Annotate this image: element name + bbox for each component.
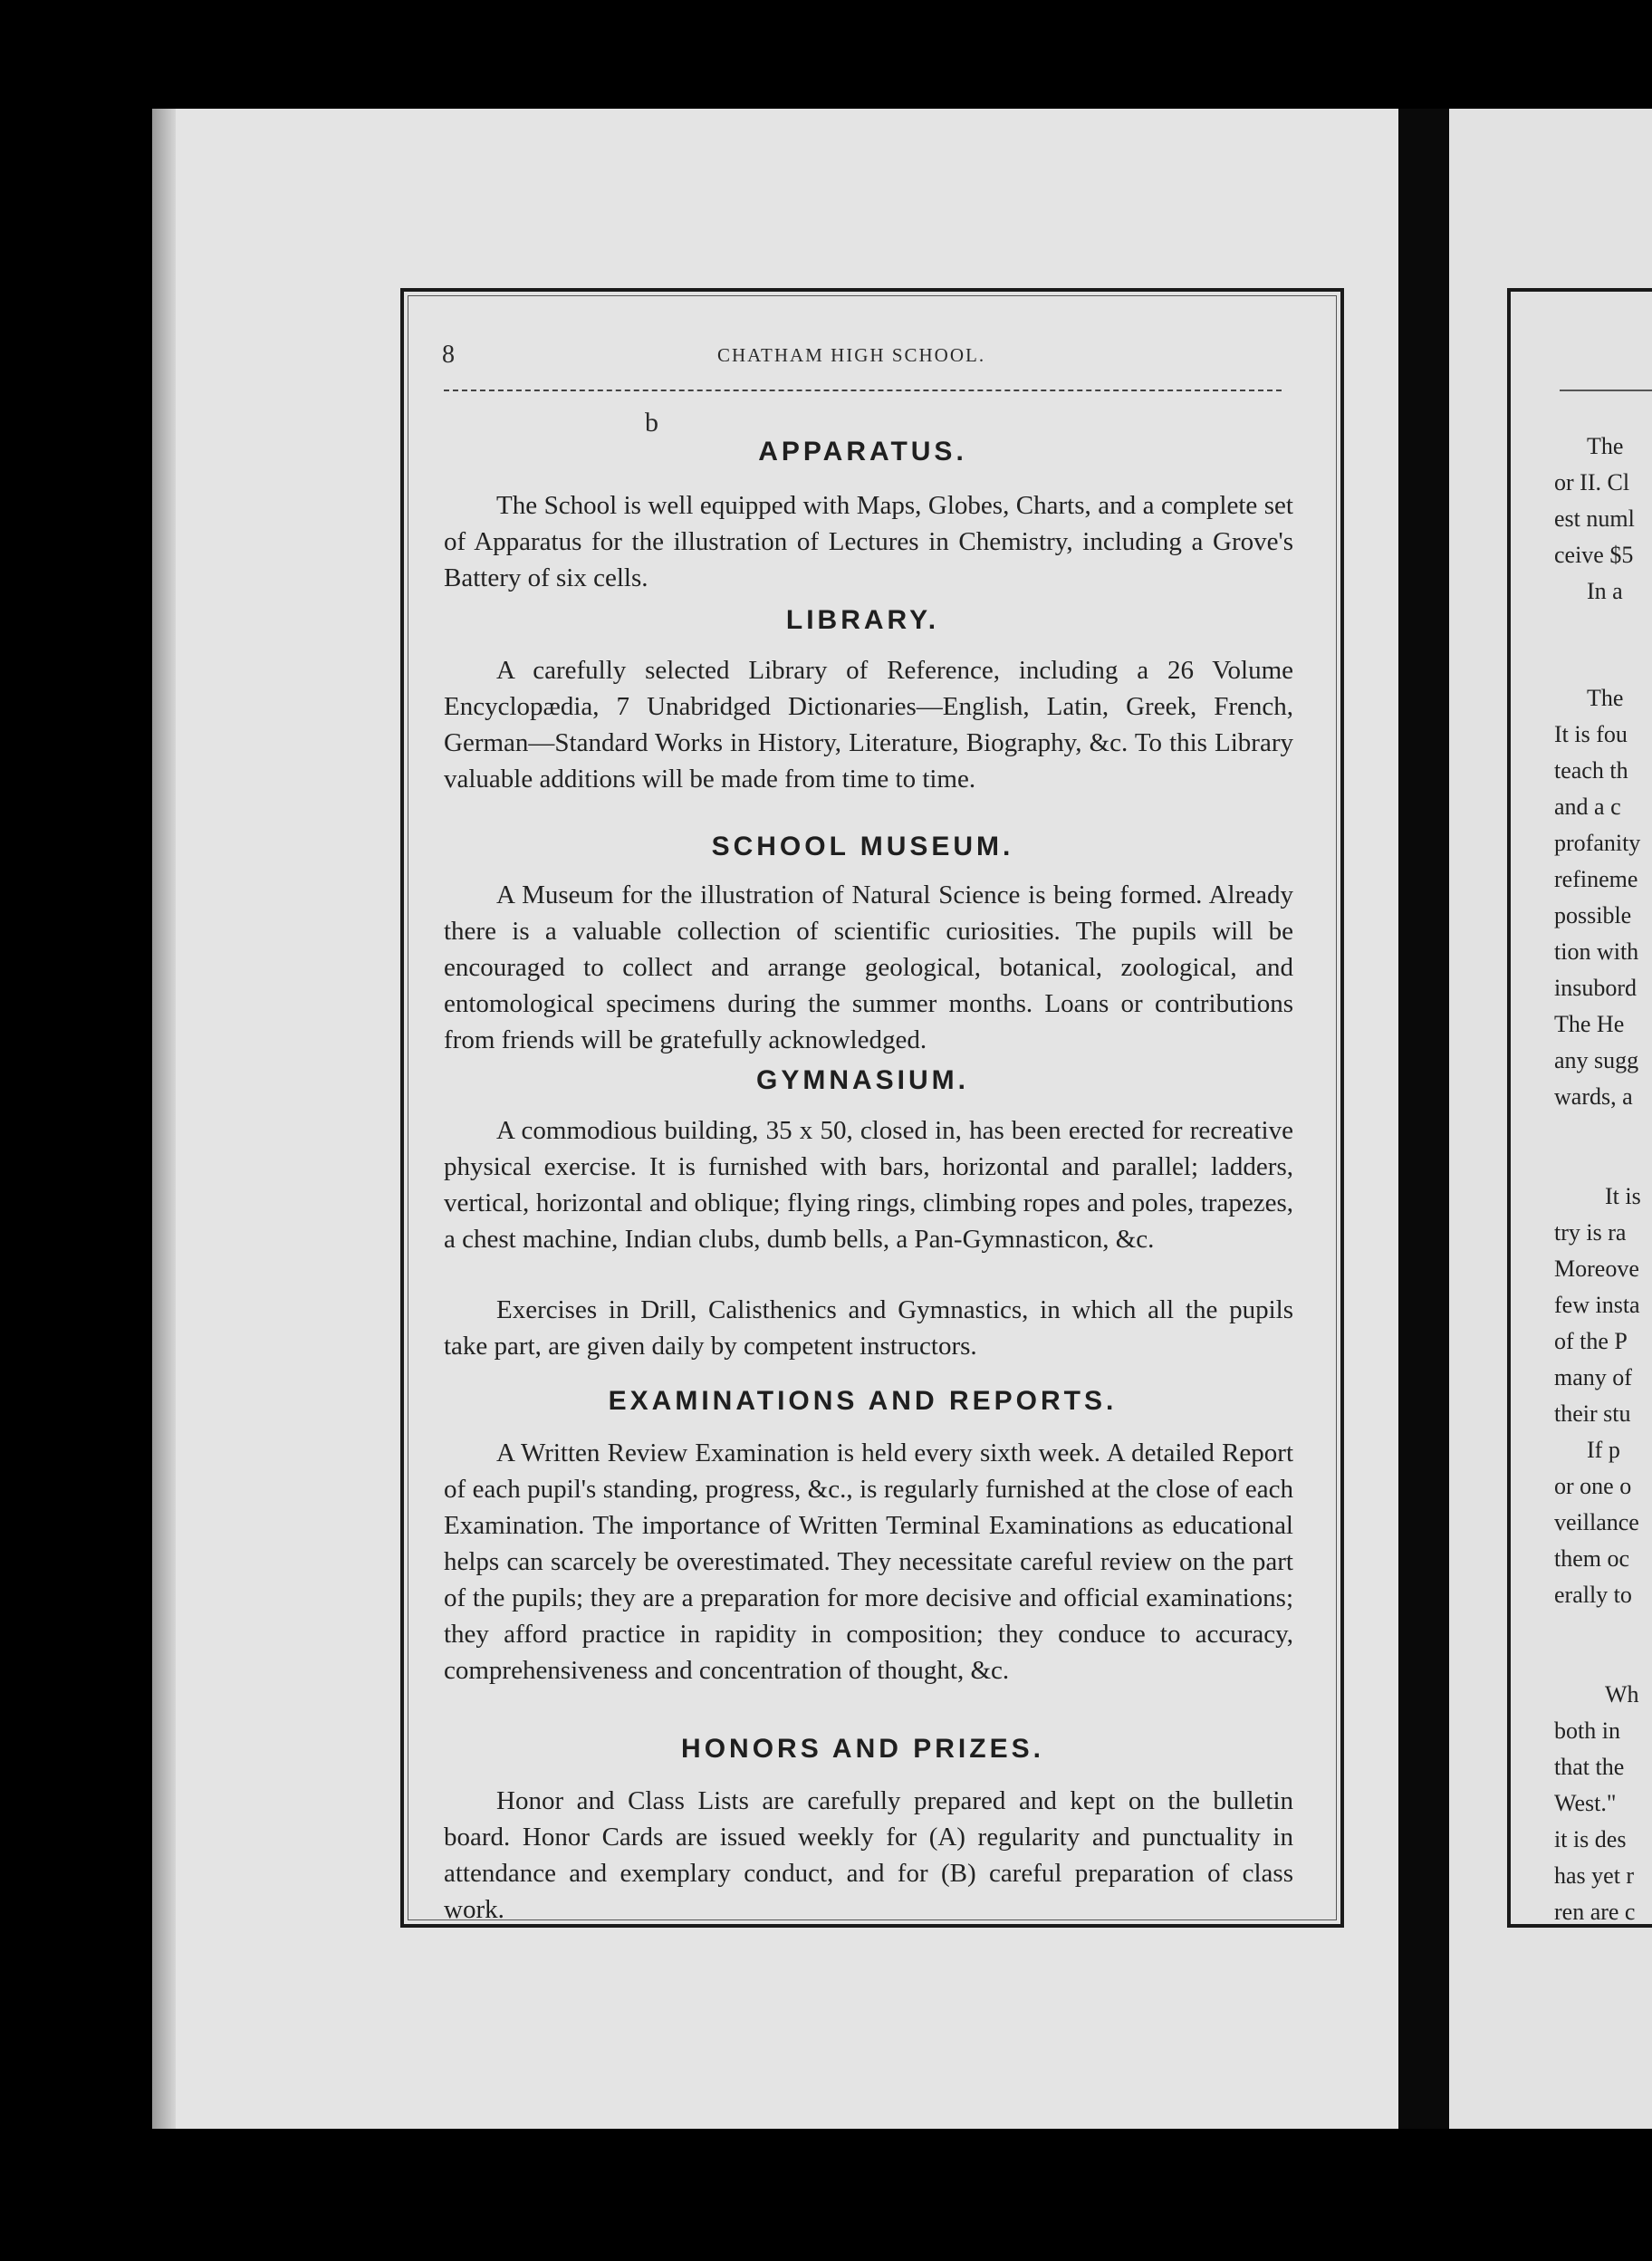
section-title-examinations-and-reports: EXAMINATIONS AND REPORTS. xyxy=(608,1386,1118,1416)
paragraph-school-museum: A Museum for the illustration of Natural Science is being formed. Already there is a valuable collection of scientific curiosities. The pupils will be encouraged to collect and arrange geological, botanical, zoological, and entomological specimens during the summer months. Loans or contributions from friends will be gratefully acknowledged. xyxy=(444,880,1293,1054)
right-page-fragment: them oc xyxy=(1554,1545,1630,1572)
right-page-fragment: The xyxy=(1587,685,1624,711)
paragraph-honors: Honor and Class Lists are carefully prepared and kept on the bulletin board. Honor Cards are issued weekly for (A) regularity and punctuality in attendance and exemplary conduct, and for (B) careful preparation of class work. xyxy=(444,1786,1293,1924)
paragraph-examinations: A Written Review Examination is held every sixth week. A detailed Report of each pupil's standing, progress, &c., is regularly furnished at the close of each Examination. The importance of Written Terminal Examinations as educational helps can scarcely be overestimated. They necessitate careful review on the part of the pupils; they are a preparation for more decisive and official examinations; they afford practice in rapidity in composition; they conduce to accuracy, comprehensiveness and concentration of thought, &c. xyxy=(444,1438,1293,1685)
section-title-school-museum: SCHOOL MUSEUM. xyxy=(711,832,1014,861)
right-page-fragment: teach th xyxy=(1554,757,1628,784)
header-rule xyxy=(444,390,1282,393)
right-page-fragment: it is des xyxy=(1554,1826,1627,1852)
section-title-library: LIBRARY. xyxy=(785,605,940,635)
right-page-fragment: any sugg xyxy=(1554,1047,1639,1073)
right-page-fragment: insubord xyxy=(1554,975,1637,1001)
right-page-fragment: has yet r xyxy=(1554,1862,1635,1889)
section-title-honors-and-prizes: HONORS AND PRIZES. xyxy=(681,1734,1044,1764)
right-page-fragment: erally to xyxy=(1554,1582,1632,1608)
right-page-fragment: The He xyxy=(1554,1011,1625,1037)
right-page-fragment: and a c xyxy=(1554,794,1621,820)
paragraph-gymnasium-2: Exercises in Drill, Calisthenics and Gymnastics, in which all the pupils take part, are given daily by competent instructors. xyxy=(444,1295,1293,1361)
right-page-fragment: of the P xyxy=(1554,1328,1628,1354)
book-gutter xyxy=(1398,109,1449,2129)
right-page-fragment: West." xyxy=(1554,1790,1617,1816)
paragraph-library: A carefully selected Library of Reference, including a 26 Volume Encyclopædia, 7 Unabridged Dictionaries—English, Latin, Greek, French, German—Standard Works in History, Literature, Biography, &c. To this Library valuable additions will be made from time to time. xyxy=(444,656,1293,794)
right-page-fragment: It is fou xyxy=(1554,721,1628,747)
right-page-fragment: veillance xyxy=(1554,1509,1639,1535)
right-page-fragment: In a xyxy=(1587,578,1623,604)
right-page-fragment: both in xyxy=(1554,1717,1620,1744)
right-page-fragment: Moreove xyxy=(1554,1256,1639,1282)
right-page-fragment: many of xyxy=(1554,1364,1632,1390)
section-title-apparatus: APPARATUS. xyxy=(758,437,967,467)
right-page-fragment: profanity xyxy=(1554,830,1641,856)
right-page-fragment: It is xyxy=(1605,1183,1641,1209)
right-page-fragment: ceive $5 xyxy=(1554,542,1634,568)
right-page-fragment: or one o xyxy=(1554,1473,1632,1499)
page-number: 8 xyxy=(442,341,455,369)
right-page-header-rule xyxy=(1560,390,1652,391)
right-page-fragment: wards, a xyxy=(1554,1083,1633,1110)
right-page-fragment: that the xyxy=(1554,1754,1625,1780)
right-page-fragment: their stu xyxy=(1554,1400,1631,1427)
page-spine-shadow xyxy=(152,109,176,2129)
right-page-fragment: Wh xyxy=(1605,1681,1639,1708)
section-title-gymnasium: GYMNASIUM. xyxy=(756,1065,969,1095)
paragraph-gymnasium-1: A commodious building, 35 x 50, closed in, has been erected for recreative physical exercise. It is furnished with bars, horizontal and parallel; ladders, vertical, horizontal and oblique; flying rings, climbing ropes and poles, trapezes, a chest machine, Indian clubs, dumb bells, a Pan-Gymnasticon, &c. xyxy=(444,1116,1293,1254)
right-page-fragment: possible xyxy=(1554,902,1632,928)
right-page-fragment: If p xyxy=(1587,1437,1620,1463)
paragraph-apparatus: The School is well equipped with Maps, Globes, Charts, and a complete set of Apparatus for the illustration of Lectures in Chemistry, including a Grove's Battery of six cells. xyxy=(444,491,1293,592)
right-page-fragment: est numl xyxy=(1554,505,1635,532)
right-page-fragment: try is ra xyxy=(1554,1219,1627,1246)
right-page-fragment: ren are c xyxy=(1554,1899,1636,1925)
right-page-fragment: tion with xyxy=(1554,938,1639,965)
right-page-fragment: or II. Cl xyxy=(1554,469,1630,495)
right-page-fragment: The xyxy=(1587,433,1624,459)
right-page-fragment: few insta xyxy=(1554,1292,1640,1318)
running-head: CHATHAM HIGH SCHOOL. xyxy=(717,344,986,366)
handwritten-mark: b xyxy=(645,408,658,438)
right-page-fragment: refineme xyxy=(1554,866,1638,892)
